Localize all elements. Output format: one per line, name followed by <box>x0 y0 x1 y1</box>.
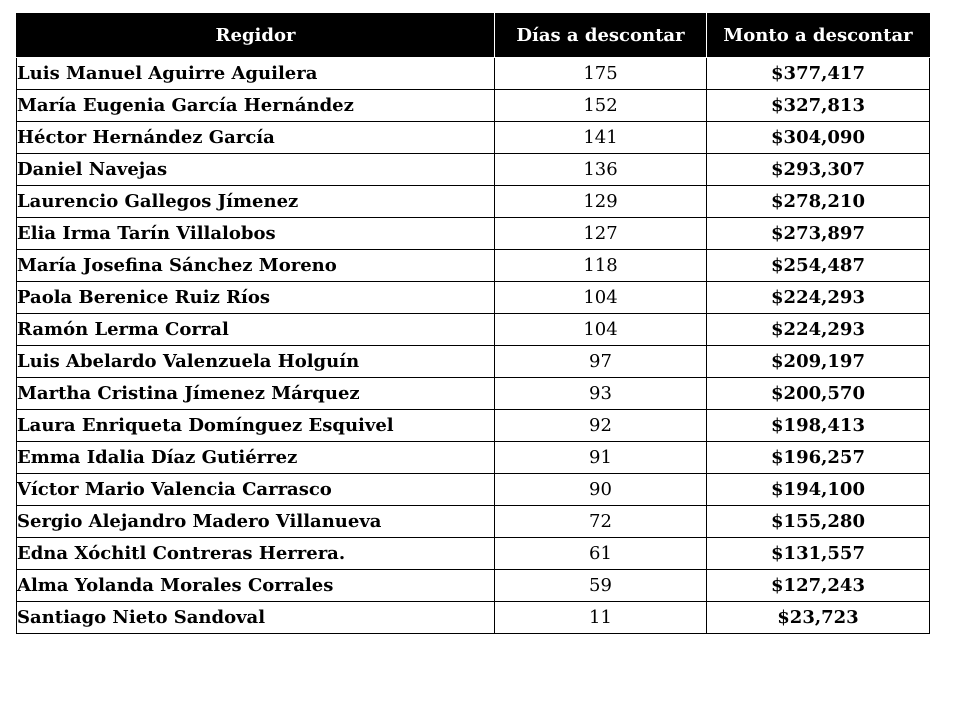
dias-cell: 72 <box>495 506 707 538</box>
monto-cell: $209,197 <box>707 346 930 378</box>
table-row <box>17 218 930 250</box>
monto-cell: $127,243 <box>707 570 930 602</box>
table-body <box>17 58 930 634</box>
regidor-name-cell: Héctor Hernández García <box>17 122 495 154</box>
regidores-table <box>16 13 930 634</box>
monto-cell: $224,293 <box>707 282 930 314</box>
regidor-name-cell: Elia Irma Tarín Villalobos <box>17 218 495 250</box>
monto-cell: $198,413 <box>707 410 930 442</box>
table-row <box>17 442 930 474</box>
dias-cell: 97 <box>495 346 707 378</box>
table-row <box>17 410 930 442</box>
regidor-name-cell: Luis Abelardo Valenzuela Holguín <box>17 346 495 378</box>
dias-cell: 175 <box>495 58 707 90</box>
monto-cell: $254,487 <box>707 250 930 282</box>
regidor-name-cell: Alma Yolanda Morales Corrales <box>17 570 495 602</box>
regidor-name-cell: Laura Enriqueta Domínguez Esquivel <box>17 410 495 442</box>
table-row <box>17 474 930 506</box>
monto-cell: $278,210 <box>707 186 930 218</box>
dias-cell: 92 <box>495 410 707 442</box>
table-row <box>17 346 930 378</box>
dias-cell: 141 <box>495 122 707 154</box>
monto-cell: $273,897 <box>707 218 930 250</box>
regidor-name-cell: Martha Cristina Jímenez Márquez <box>17 378 495 410</box>
dias-cell: 127 <box>495 218 707 250</box>
monto-cell: $377,417 <box>707 58 930 90</box>
header-row <box>17 14 930 58</box>
table-row <box>17 506 930 538</box>
table-row <box>17 378 930 410</box>
monto-cell: $327,813 <box>707 90 930 122</box>
monto-cell: $293,307 <box>707 154 930 186</box>
regidor-name-cell: Luis Manuel Aguirre Aguilera <box>17 58 495 90</box>
dias-cell: 136 <box>495 154 707 186</box>
monto-cell: $155,280 <box>707 506 930 538</box>
table-row <box>17 250 930 282</box>
header-monto: Monto a descontar <box>707 14 930 58</box>
regidor-name-cell: Laurencio Gallegos Jímenez <box>17 186 495 218</box>
table-row <box>17 282 930 314</box>
table-row <box>17 122 930 154</box>
table-row <box>17 602 930 634</box>
monto-cell: $196,257 <box>707 442 930 474</box>
dias-cell: 59 <box>495 570 707 602</box>
table-row <box>17 90 930 122</box>
table-row <box>17 314 930 346</box>
monto-cell: $194,100 <box>707 474 930 506</box>
regidor-name-cell: Santiago Nieto Sandoval <box>17 602 495 634</box>
dias-cell: 104 <box>495 314 707 346</box>
regidor-name-cell: María Eugenia García Hernández <box>17 90 495 122</box>
dias-cell: 61 <box>495 538 707 570</box>
monto-cell: $224,293 <box>707 314 930 346</box>
monto-cell: $304,090 <box>707 122 930 154</box>
monto-cell: $131,557 <box>707 538 930 570</box>
table-row <box>17 538 930 570</box>
regidor-name-cell: María Josefina Sánchez Moreno <box>17 250 495 282</box>
table-row <box>17 186 930 218</box>
table-row <box>17 570 930 602</box>
regidor-name-cell: Emma Idalia Díaz Gutiérrez <box>17 442 495 474</box>
header-dias: Días a descontar <box>495 14 707 58</box>
dias-cell: 93 <box>495 378 707 410</box>
monto-cell: $23,723 <box>707 602 930 634</box>
dias-cell: 129 <box>495 186 707 218</box>
regidor-name-cell: Paola Berenice Ruiz Ríos <box>17 282 495 314</box>
table-row <box>17 154 930 186</box>
dias-cell: 11 <box>495 602 707 634</box>
dias-cell: 91 <box>495 442 707 474</box>
regidor-name-cell: Edna Xóchitl Contreras Herrera. <box>17 538 495 570</box>
dias-cell: 90 <box>495 474 707 506</box>
dias-cell: 152 <box>495 90 707 122</box>
table-container <box>16 13 930 634</box>
header-regidor: Regidor <box>17 14 495 58</box>
monto-cell: $200,570 <box>707 378 930 410</box>
dias-cell: 118 <box>495 250 707 282</box>
regidor-name-cell: Ramón Lerma Corral <box>17 314 495 346</box>
regidor-name-cell: Sergio Alejandro Madero Villanueva <box>17 506 495 538</box>
regidor-name-cell: Daniel Navejas <box>17 154 495 186</box>
regidor-name-cell: Víctor Mario Valencia Carrasco <box>17 474 495 506</box>
dias-cell: 104 <box>495 282 707 314</box>
table-row <box>17 58 930 90</box>
